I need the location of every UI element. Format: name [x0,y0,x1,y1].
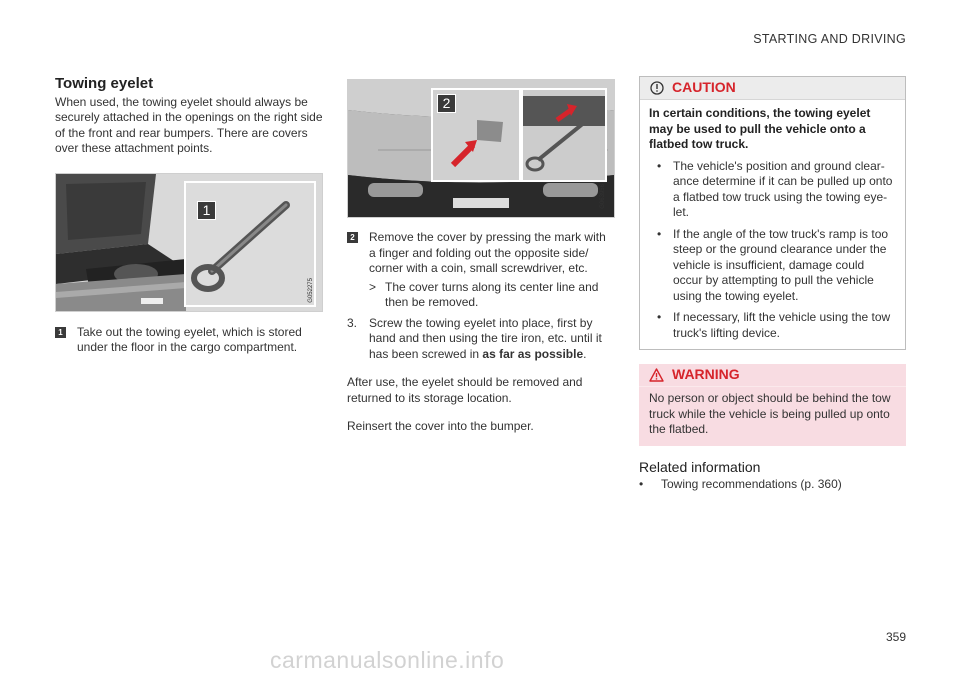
column-1 [55,76,323,356]
after-use-paragraph: After use, the eyelet should be removed and returned to its storage location. [347,375,583,405]
step-3-text: Screw the towing eyelet into place, first by hand and then using the tire iron, etc. until it has been screwed in [369,315,602,361]
caution-label: CAUTION [672,79,736,96]
eyelet-inset [184,181,316,307]
warning-label: WARNING [672,366,740,383]
caution-bullet [649,227,896,305]
step-3 [347,316,615,363]
caution-icon [650,81,664,95]
figure-cargo-compartment [55,173,323,312]
callout-2: 2 [437,94,456,113]
caution-box [639,76,906,350]
column-2 [347,76,615,435]
caution-bullet-text: If the angle of the tow truck's ramp is too steep or the ground clearance under the vehicle is insufficient, damage could occur by attempting to pull the vehicle using the towing eyelet. [673,226,889,303]
warning-header [639,364,906,386]
intro-paragraph: When used, the towing eyelet should always be securely attached in the openings on the right side of the front and rear bumpers. There are covers over these attachment points. [55,94,323,155]
warning-box [639,364,906,446]
step-2-text: Remove the cover by pressing the mark with a finger and folding out the opposite side/ corner with a coin, small screwdriver, etc. [369,230,606,275]
callout-1: 1 [197,201,216,220]
bullet-glyph: • [657,158,662,173]
step-3-emphasis: as far as possible [482,346,584,361]
related-link-text[interactable]: Towing recommendations (p. 360) [661,477,842,491]
related-link[interactable] [639,477,906,493]
column-3 [639,76,906,493]
warning-text: No person or object should be behind the tow truck while the vehicle is being pulled up onto the flatbed. [639,386,906,446]
watermark: carmanualsonline.info [270,647,505,673]
reinsert-paragraph: Reinsert the cover into the bumper. [347,419,534,433]
step-2 [347,230,615,277]
section-title: Towing eyelet [55,75,154,92]
step-1-text: Take out the towing eyelet, which is stored under the floor in the cargo compartment. [77,324,302,354]
caution-header [640,77,905,100]
step-3-number: 3. [347,315,358,330]
page-number: 359 [885,630,906,644]
caution-bullet [649,159,896,221]
step-badge-1: 1 [55,327,66,338]
bullet-glyph: • [657,310,662,324]
figure-bumper [347,79,615,218]
caution-lead: In certain conditions, the towing eyelet may be used to pull the vehicle onto a flatbed tow truck. [649,106,871,151]
step-3-end: . [583,346,587,361]
figure-code: G063956 [599,184,606,209]
related-information-heading: Related information [639,458,761,475]
caution-body [640,100,905,349]
eyelet-attach-inset [521,88,607,182]
caution-bullet-text: The vehicle's position and ground clear- ance determine if it can be pulled up onto a flatbed tow truck using the towing eye- let. [673,158,893,219]
warning-triangle-icon [649,368,664,382]
bullet-glyph: • [639,477,644,491]
step-2-result [347,280,615,311]
step-2-result-text: The cover turns along its center line and then be removed. [385,279,599,309]
result-arrow: > [369,279,377,294]
step-1 [55,325,323,356]
figure-code: G052275 [307,277,314,303]
section-header: STARTING AND DRIVING [753,32,906,46]
cover-inset [431,88,521,182]
eyelet-attach-icon [523,90,605,180]
step-badge-2: 2 [347,232,358,243]
caution-bullet-text: If necessary, lift the vehicle using the tow truck's lifting device. [673,310,891,340]
caution-bullet [649,310,896,341]
bullet-glyph: • [657,226,662,241]
